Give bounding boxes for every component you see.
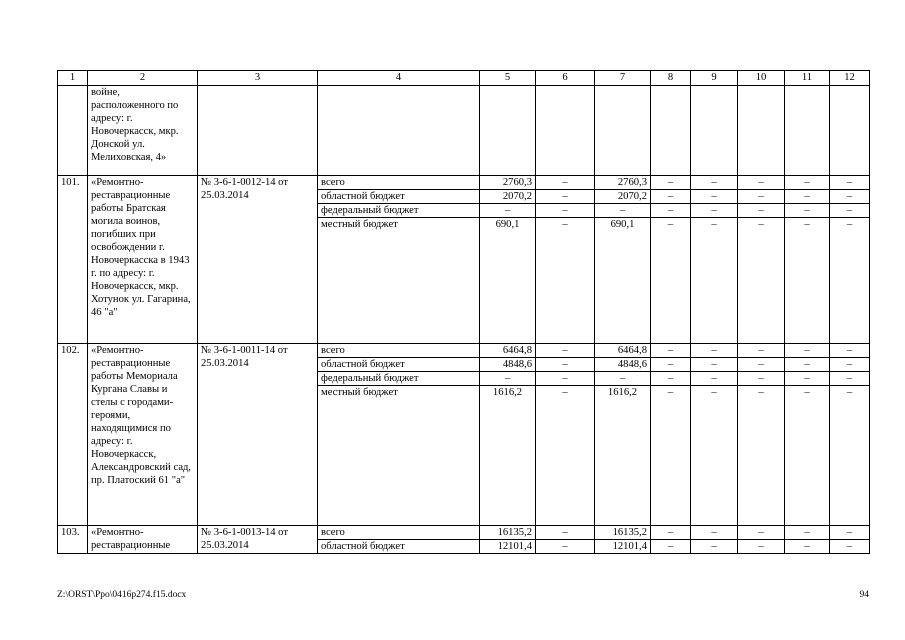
- value-cell: –: [738, 372, 785, 386]
- document-cell: [198, 86, 318, 176]
- value-cell: 6464,8: [595, 344, 651, 358]
- budget-source: всего: [318, 344, 480, 358]
- value-cell: –: [691, 344, 738, 358]
- object-name: «Ремонтно-реставрационные работы Братская могила воинов, погибших при освобождении г. Новочеркасска в 1943 г. по адресу: г. Новочеркасск, мкр. Хотунок ул. Гагарина, 46 "а": [88, 176, 198, 344]
- value-cell: –: [536, 372, 595, 386]
- value-cell: 6464,8: [480, 344, 536, 358]
- row-number: [58, 86, 88, 176]
- value-cell: –: [785, 218, 830, 344]
- header-row: [58, 71, 870, 86]
- document-cell: № 3-6-1-0012-14 от 25.03.2014: [198, 176, 318, 344]
- value-cell: –: [830, 190, 870, 204]
- budget-source: федеральный бюджет: [318, 372, 480, 386]
- header-cell: 11: [785, 71, 830, 86]
- value-cell: –: [651, 344, 691, 358]
- value-cell: –: [830, 344, 870, 358]
- value-cell: –: [691, 526, 738, 540]
- value-cell: –: [738, 218, 785, 344]
- budget-source: областной бюджет: [318, 540, 480, 554]
- value-cell: –: [651, 204, 691, 218]
- budget-source: областной бюджет: [318, 190, 480, 204]
- value-cell: –: [830, 218, 870, 344]
- value-cell: –: [785, 204, 830, 218]
- table-row: [58, 526, 870, 540]
- header-cell: 4: [318, 71, 480, 86]
- header-cell: 8: [651, 71, 691, 86]
- budget-table: [57, 70, 870, 554]
- header-cell: 3: [198, 71, 318, 86]
- value-cell: 690,1: [595, 218, 651, 344]
- value-cell: –: [738, 344, 785, 358]
- value-cell: –: [651, 218, 691, 344]
- value-cell: –: [536, 218, 595, 344]
- budget-source: всего: [318, 176, 480, 190]
- value-cell: –: [691, 372, 738, 386]
- value-cell: –: [738, 204, 785, 218]
- header-cell: 12: [830, 71, 870, 86]
- table-row: [58, 176, 870, 190]
- value-cell: –: [651, 358, 691, 372]
- value-cell: –: [691, 190, 738, 204]
- value-cell: 690,1: [480, 218, 536, 344]
- value-cell: 1616,2: [595, 386, 651, 526]
- object-name: «Ремонтно-реставрационные: [88, 526, 198, 554]
- value-cell: –: [691, 204, 738, 218]
- value-cell: –: [536, 386, 595, 526]
- budget-source: федеральный бюджет: [318, 204, 480, 218]
- value-cell: –: [691, 540, 738, 554]
- value-cell: –: [785, 386, 830, 526]
- value-cell: –: [651, 190, 691, 204]
- file-path: Z:\ORST\Ppo\0416p274.f15.docx: [57, 590, 187, 600]
- value-cell: 1616,2: [480, 386, 536, 526]
- value-cell: –: [785, 540, 830, 554]
- value-cell: –: [480, 204, 536, 218]
- value-cell: 12101,4: [480, 540, 536, 554]
- value-cell: 2760,3: [480, 176, 536, 190]
- table-row: [58, 86, 870, 176]
- value-cell: –: [536, 204, 595, 218]
- value-cell: –: [738, 540, 785, 554]
- document-cell: № 3-6-1-0011-14 от 25.03.2014: [198, 344, 318, 526]
- header-cell: 7: [595, 71, 651, 86]
- value-cell: –: [651, 372, 691, 386]
- value-cell: 2070,2: [480, 190, 536, 204]
- page-footer: [57, 590, 869, 600]
- header-cell: 2: [88, 71, 198, 86]
- value-cell: –: [738, 526, 785, 540]
- value-cell: 12101,4: [595, 540, 651, 554]
- header-cell: 1: [58, 71, 88, 86]
- value-cell: –: [830, 176, 870, 190]
- value-cell: 4848,6: [595, 358, 651, 372]
- document-cell: № 3-6-1-0013-14 от 25.03.2014: [198, 526, 318, 554]
- value-cell: –: [651, 540, 691, 554]
- value-cell: 16135,2: [480, 526, 536, 540]
- value-cell: –: [830, 386, 870, 526]
- object-name: «Ремонтно-реставрационные работы Мемориала Кургана Славы и стелы с городами-героями, находящимися по адресу: г. Новочеркасск, Александровский сад, пр. Платоский 61 "а": [88, 344, 198, 526]
- page-number: 94: [859, 590, 869, 600]
- header-cell: 5: [480, 71, 536, 86]
- value-cell: –: [651, 526, 691, 540]
- value-cell: –: [785, 372, 830, 386]
- value-cell: –: [536, 540, 595, 554]
- value-cell: 16135,2: [595, 526, 651, 540]
- value-cell: –: [691, 218, 738, 344]
- value-cell: –: [785, 358, 830, 372]
- value-cell: –: [595, 204, 651, 218]
- value-cell: –: [738, 176, 785, 190]
- value-cell: –: [480, 372, 536, 386]
- value-cell: –: [691, 176, 738, 190]
- value-cell: –: [830, 540, 870, 554]
- object-name: войне, расположенного по адресу: г. Новочеркасск, мкр. Донской ул. Мелиховская, 4»: [88, 86, 198, 176]
- value-cell: 4848,6: [480, 358, 536, 372]
- value-cell: –: [691, 386, 738, 526]
- value-cell: –: [595, 372, 651, 386]
- budget-source: областной бюджет: [318, 358, 480, 372]
- header-cell: 10: [738, 71, 785, 86]
- value-cell: 2070,2: [595, 190, 651, 204]
- value-cell: –: [738, 190, 785, 204]
- value-cell: –: [536, 358, 595, 372]
- value-cell: 2760,3: [595, 176, 651, 190]
- value-cell: –: [536, 344, 595, 358]
- value-cell: –: [738, 386, 785, 526]
- budget-source: местный бюджет: [318, 386, 480, 526]
- budget-source: всего: [318, 526, 480, 540]
- value-cell: –: [691, 358, 738, 372]
- value-cell: –: [651, 176, 691, 190]
- value-cell: –: [785, 176, 830, 190]
- source-cell: [318, 86, 480, 176]
- value-cell: –: [830, 204, 870, 218]
- value-cell: –: [738, 358, 785, 372]
- value-cell: –: [785, 526, 830, 540]
- budget-source: местный бюджет: [318, 218, 480, 344]
- value-cell: –: [785, 344, 830, 358]
- value-cell: –: [536, 526, 595, 540]
- row-number: 103.: [58, 526, 88, 554]
- header-cell: 6: [536, 71, 595, 86]
- table-row: [58, 344, 870, 358]
- value-cell: –: [830, 372, 870, 386]
- value-cell: –: [536, 190, 595, 204]
- value-cell: –: [830, 358, 870, 372]
- value-cell: –: [785, 190, 830, 204]
- value-cell: –: [536, 176, 595, 190]
- value-cell: –: [830, 526, 870, 540]
- row-number: 102.: [58, 344, 88, 526]
- header-cell: 9: [691, 71, 738, 86]
- row-number: 101.: [58, 176, 88, 344]
- value-cell: –: [651, 386, 691, 526]
